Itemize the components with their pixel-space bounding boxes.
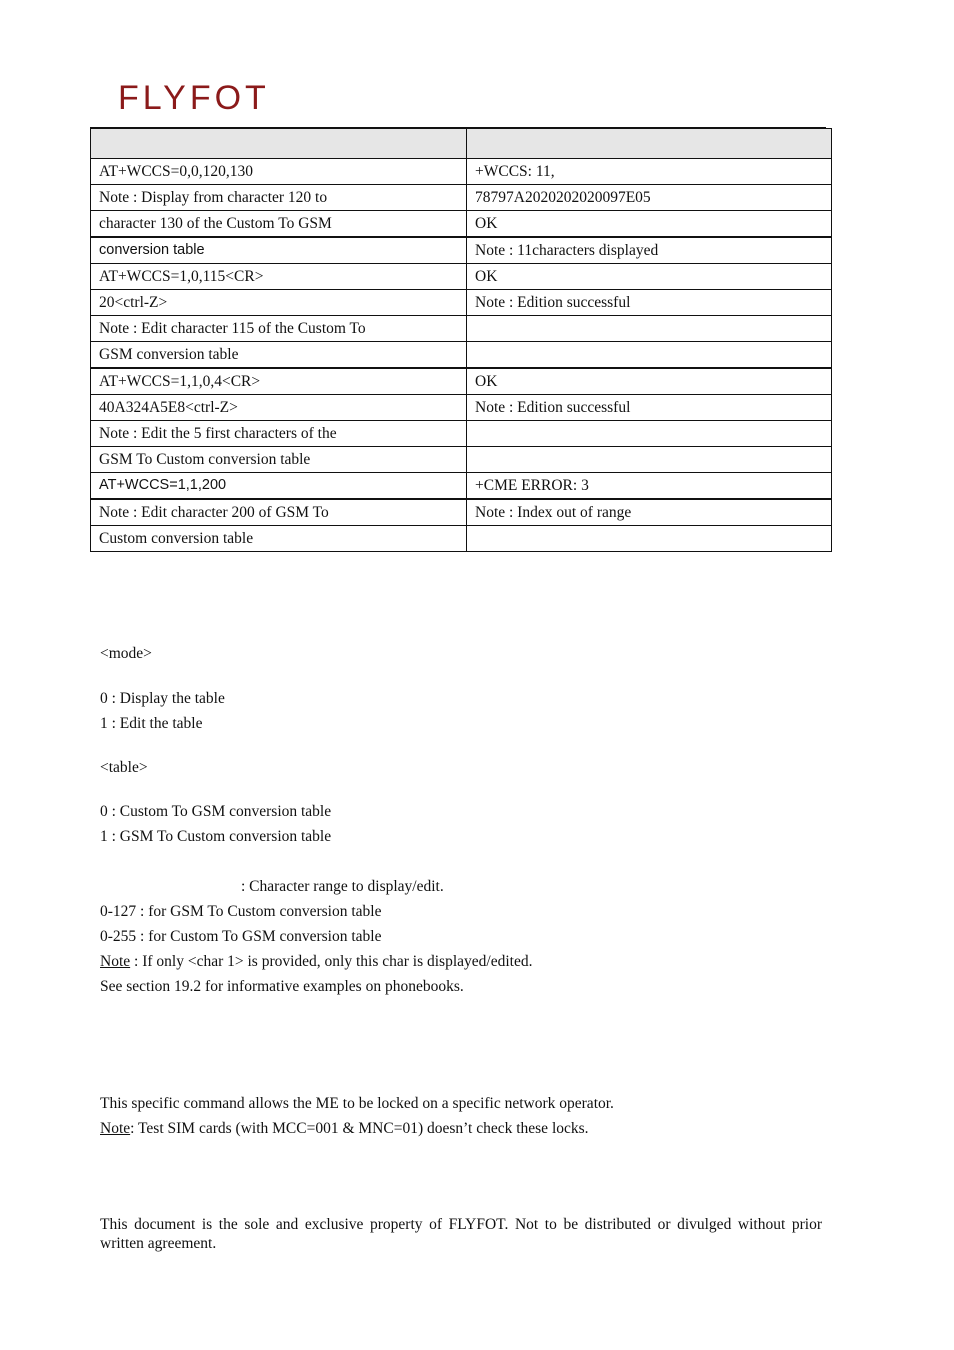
table-cell: GSM To Custom conversion table (91, 447, 467, 473)
param-char-range: : Character range to display/edit. (241, 878, 444, 895)
table-row (91, 290, 832, 316)
table-cell: AT+WCCS=1,0,115<CR> (91, 264, 467, 290)
table-row (91, 526, 832, 552)
table-cell: Note : Edit character 200 of GSM To (91, 499, 467, 526)
see-section-text: See section 19.2 for informative examples on phonebooks. (100, 978, 464, 995)
table-row (91, 499, 832, 526)
table-cell (467, 447, 832, 473)
note-text: : If only <char 1> is provided, only this char is displayed/edited. (130, 953, 533, 970)
table-cell: character 130 of the Custom To GSM (91, 211, 467, 238)
param-note (100, 953, 532, 971)
table-cell: 40A324A5E8<ctrl-Z> (91, 395, 467, 421)
table-row (91, 237, 832, 264)
table-row (91, 316, 832, 342)
table-cell: OK (467, 211, 832, 238)
table-row (91, 447, 832, 473)
table-cell: Note : 11characters displayed (467, 237, 832, 264)
table-row (91, 342, 832, 369)
param-range-127: 0-127 : for GSM To Custom conversion table (100, 903, 382, 920)
param-mode-1: 1 : Edit the table (100, 715, 203, 732)
header-command (91, 129, 467, 159)
table-cell: GSM conversion table (91, 342, 467, 369)
table-cell (467, 316, 832, 342)
table-cell (467, 526, 832, 552)
param-mode-label: <mode> (100, 645, 152, 662)
table-header-row (91, 129, 832, 159)
table-cell: conversion table (91, 237, 467, 264)
table-cell: AT+WCCS=0,0,120,130 (91, 159, 467, 185)
table-cell (467, 421, 832, 447)
table-row (91, 185, 832, 211)
table-row (91, 211, 832, 238)
table-cell: OK (467, 368, 832, 395)
param-table-0: 0 : Custom To GSM conversion table (100, 803, 332, 820)
table-row (91, 264, 832, 290)
table-cell: 78797A2020202020097E05 (467, 185, 832, 211)
table-cell: Note : Edition successful (467, 290, 832, 316)
table-cell: 20<ctrl-Z> (91, 290, 467, 316)
lock-note (100, 1120, 589, 1138)
table-cell: AT+WCCS=1,1,200 (91, 473, 467, 500)
table-cell: AT+WCCS=1,1,0,4<CR> (91, 368, 467, 395)
footer-disclaimer: This document is the sole and exclusive property of FLYFOT. Not to be distributed or divulged without prior written agreement. (100, 1216, 822, 1252)
table-row (91, 159, 832, 185)
table-row (91, 368, 832, 395)
logo-text: FLYFOT (118, 80, 270, 114)
table-row (91, 473, 832, 500)
table-cell: Note : Edit character 115 of the Custom To (91, 316, 467, 342)
flyfot-logo (118, 80, 318, 114)
param-table-label: <table> (100, 759, 148, 776)
note-label: Note (100, 953, 131, 970)
param-mode-0: 0 : Display the table (100, 690, 225, 707)
table-row (91, 395, 832, 421)
table-cell: OK (467, 264, 832, 290)
lock-description: This specific command allows the ME to be locked on a specific network operator. (100, 1095, 614, 1112)
table-cell: +CME ERROR: 3 (467, 473, 832, 500)
table-cell: Custom conversion table (91, 526, 467, 552)
command-example-table (90, 128, 832, 552)
header-response (467, 129, 832, 159)
note-text: : Test SIM cards (with MCC=001 & MNC=01) doesn’t check these locks. (130, 1120, 589, 1137)
table-cell: Note : Edit the 5 first characters of the (91, 421, 467, 447)
table-cell: Note : Index out of range (467, 499, 832, 526)
note-label: Note (100, 1120, 131, 1137)
table-cell: Note : Edition successful (467, 395, 832, 421)
table-cell: Note : Display from character 120 to (91, 185, 467, 211)
table-row (91, 421, 832, 447)
table-cell: +WCCS: 11, (467, 159, 832, 185)
param-range-255: 0-255 : for Custom To GSM conversion table (100, 928, 382, 945)
table-cell (467, 342, 832, 369)
param-table-1: 1 : GSM To Custom conversion table (100, 828, 332, 845)
